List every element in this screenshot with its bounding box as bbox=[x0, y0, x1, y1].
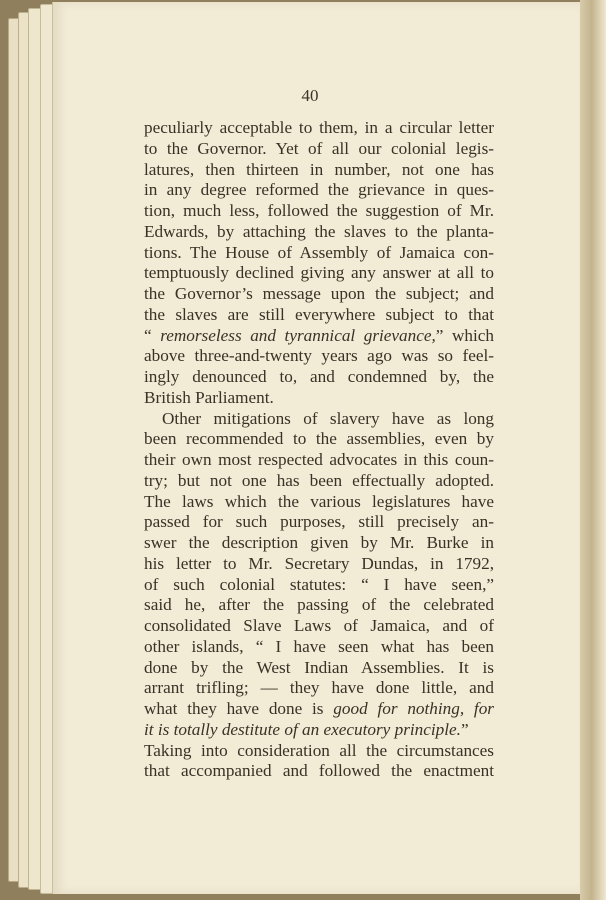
text-segment: in any degree reformed the grievance in ques- bbox=[144, 180, 494, 200]
text-line bbox=[144, 160, 494, 181]
text-line bbox=[144, 595, 494, 616]
page-number: 40 bbox=[301, 86, 319, 105]
text-segment: that accompanied and followed the enactment bbox=[144, 761, 494, 781]
text-segment: what they have done is bbox=[144, 699, 334, 718]
italic-text-segment: it is totally destitute of an executory principle. bbox=[144, 719, 461, 739]
text-line bbox=[144, 761, 494, 782]
text-segment: temptuously declined giving any answer at all to bbox=[144, 263, 494, 283]
text-line bbox=[144, 533, 494, 554]
text-segment: the Governor’s message upon the subject; and bbox=[144, 284, 494, 303]
text-line bbox=[144, 575, 494, 596]
text-segment: to the Governor. Yet of all our colonial legis- bbox=[144, 138, 494, 158]
text-line bbox=[144, 201, 494, 222]
text-segment: tions. The House of Assembly of Jamaica con- bbox=[144, 242, 494, 262]
text-line bbox=[144, 346, 494, 367]
book-gutter bbox=[580, 0, 606, 900]
text-segment: above three-and-twenty years ago was so feel- bbox=[144, 346, 494, 366]
text-segment: British Parliament. bbox=[144, 387, 274, 407]
text-segment: his letter to Mr. Secretary Dundas, in 1792, bbox=[144, 553, 494, 573]
text-segment: their own most respected advocates in this coun- bbox=[144, 450, 494, 469]
text-segment: ” which bbox=[435, 325, 494, 345]
body-text bbox=[144, 118, 494, 782]
text-segment: done by the West Indian Assemblies. It is bbox=[144, 657, 494, 677]
text-segment: arrant trifling; — they have done little, and bbox=[144, 678, 494, 698]
text-line bbox=[144, 284, 494, 305]
text-line bbox=[144, 305, 494, 326]
text-line bbox=[144, 409, 494, 430]
text-line bbox=[144, 263, 494, 284]
text-segment: try; but not one has been effectually adopted. bbox=[144, 470, 494, 490]
text-segment: tion, much less, followed the suggestion of Mr. bbox=[144, 201, 494, 220]
text-line bbox=[144, 367, 494, 388]
text-segment: peculiarly acceptable to them, in a circular letter bbox=[144, 118, 494, 137]
text-segment: latures, then thirteen in number, not one has bbox=[144, 159, 494, 179]
text-segment: been recommended to the assemblies, even by bbox=[144, 429, 494, 449]
text-segment: Edwards, by attaching the slaves to the planta- bbox=[144, 221, 494, 241]
text-line bbox=[144, 616, 494, 637]
text-line bbox=[144, 326, 494, 347]
text-segment: swer the description given by Mr. Burke in bbox=[144, 533, 494, 552]
text-segment: passed for such purposes, still precisely an- bbox=[144, 512, 494, 532]
text-line bbox=[144, 450, 494, 471]
text-segment: The laws which the various legislatures have bbox=[144, 491, 494, 511]
italic-text-segment: good for nothing, for bbox=[333, 699, 494, 718]
text-segment: of such colonial statutes: “ I have seen,” bbox=[144, 574, 494, 594]
text-segment: said he, after the passing of the celebrated bbox=[144, 595, 494, 615]
text-segment: “ bbox=[144, 325, 161, 345]
text-line bbox=[144, 678, 494, 699]
text-segment: other islands, “ I have seen what has been bbox=[144, 636, 494, 656]
text-line bbox=[144, 492, 494, 513]
text-line bbox=[144, 720, 494, 741]
text-segment: the slaves are still everywhere subject to that bbox=[144, 304, 494, 324]
text-segment: consolidated Slave Laws of Jamaica, and of bbox=[144, 616, 494, 635]
text-line bbox=[144, 471, 494, 492]
text-segment: Other mitigations of slavery have as long bbox=[162, 408, 494, 428]
text-line bbox=[144, 512, 494, 533]
text-line bbox=[144, 243, 494, 264]
text-line bbox=[144, 429, 494, 450]
text-line bbox=[144, 658, 494, 679]
text-line bbox=[144, 180, 494, 201]
text-segment: Taking into consideration all the circumstances bbox=[144, 740, 494, 760]
text-line bbox=[144, 554, 494, 575]
text-line bbox=[144, 118, 494, 139]
text-line bbox=[144, 139, 494, 160]
text-line bbox=[144, 699, 494, 720]
text-line bbox=[144, 222, 494, 243]
text-line bbox=[144, 741, 494, 762]
text-line bbox=[144, 388, 494, 409]
italic-text-segment: remorseless and tyrannical grievance, bbox=[160, 325, 436, 345]
text-segment: ” bbox=[460, 719, 469, 739]
text-segment: ingly denounced to, and condemned by, the bbox=[144, 367, 494, 386]
text-line bbox=[144, 637, 494, 658]
